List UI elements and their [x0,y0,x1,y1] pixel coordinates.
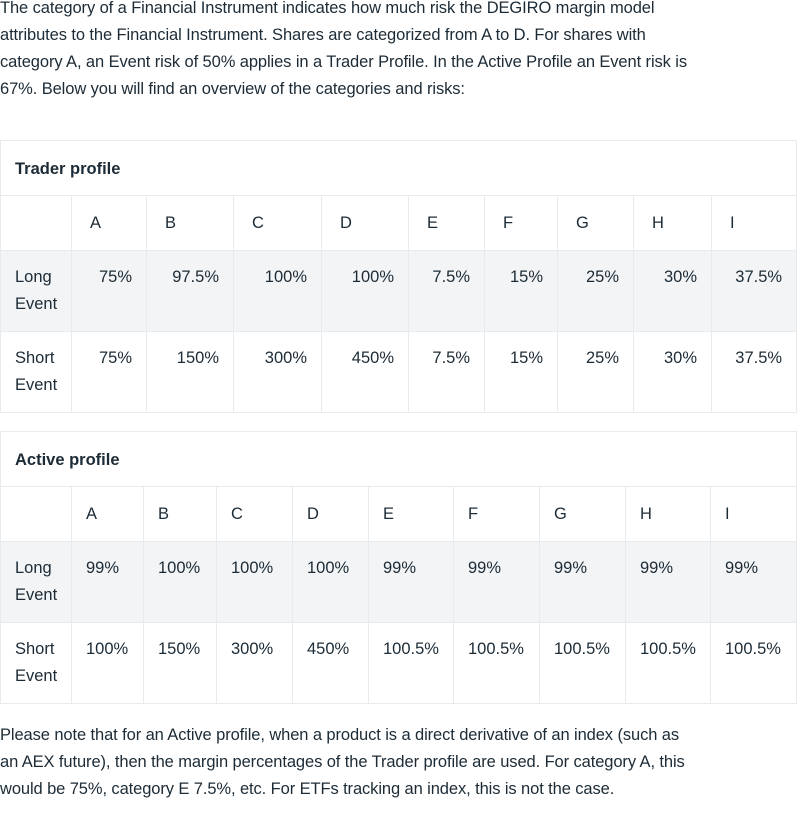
active-profile-table [0,431,797,704]
risk-value: 100.5% [711,623,797,704]
risk-value: 25% [558,332,634,413]
risk-value: 99% [72,542,144,623]
risk-value: 100% [234,251,322,332]
table-row [1,542,797,623]
risk-value: 30% [634,251,712,332]
risk-value: 25% [558,251,634,332]
trader-profile-table [0,140,797,413]
risk-value: 450% [322,332,409,413]
note-paragraph: Please note that for an Active profile, when a product is a direct derivative of an index (such as an AEX future), then the margin percentages of the Trader profile are used. For category A, this would be 75%, category E 7.5%, etc. For ETFs tracking an index, this is not the case. [0,726,685,798]
risk-value: 7.5% [409,251,485,332]
category-header: A [72,196,147,251]
risk-value: 300% [217,623,293,704]
category-header: A [72,487,144,542]
category-header: G [540,487,626,542]
category-header: C [234,196,322,251]
category-header: F [454,487,540,542]
category-header: C [217,487,293,542]
risk-value: 450% [293,623,369,704]
trader-profile-title: Trader profile [1,141,797,196]
risk-value: 300% [234,332,322,413]
category-header: B [144,487,217,542]
risk-value: 100% [217,542,293,623]
table-row [1,332,797,413]
category-header: H [626,487,711,542]
risk-value: 30% [634,332,712,413]
risk-value: 97.5% [147,251,234,332]
risk-value: 99% [454,542,540,623]
risk-value: 7.5% [409,332,485,413]
risk-value: 75% [72,251,147,332]
risk-value: 100% [144,542,217,623]
row-label: Short Event [1,332,72,413]
risk-value: 75% [72,332,147,413]
category-header: G [558,196,634,251]
risk-value: 100% [293,542,369,623]
risk-value: 99% [626,542,711,623]
risk-value: 15% [485,251,558,332]
active-profile-title: Active profile [1,432,797,487]
risk-value: 100.5% [369,623,454,704]
risk-value: 100.5% [454,623,540,704]
row-label: Short Event [1,623,72,704]
table-corner-cell [1,196,72,251]
trader-header-row [1,196,797,251]
table-corner-cell [1,487,72,542]
category-header: I [712,196,797,251]
table-row [1,623,797,704]
category-header: F [485,196,558,251]
risk-value: 100.5% [626,623,711,704]
risk-value: 99% [711,542,797,623]
risk-value: 99% [369,542,454,623]
category-header: I [711,487,797,542]
category-header: E [369,487,454,542]
active-header-row [1,487,797,542]
row-label: Long Event [1,542,72,623]
category-header: D [322,196,409,251]
category-header: D [293,487,369,542]
category-header: H [634,196,712,251]
risk-value: 99% [540,542,626,623]
risk-value: 100% [322,251,409,332]
row-label: Long Event [1,251,72,332]
risk-value: 15% [485,332,558,413]
risk-value: 100% [72,623,144,704]
risk-value: 37.5% [712,251,797,332]
risk-value: 37.5% [712,332,797,413]
risk-value: 150% [147,332,234,413]
table-row [1,251,797,332]
intro-paragraph: The category of a Financial Instrument indicates how much risk the DEGIRO margin model attributes to the Financial Instrument. Shares are categorized from A to D. For shares with category A, an Event risk of 50% applies in a Trader Profile. In the Active Profile an Event risk is 67%. Below you will find an overview of the categories and risks: [0,0,688,98]
category-header: B [147,196,234,251]
risk-value: 150% [144,623,217,704]
risk-value: 100.5% [540,623,626,704]
category-header: E [409,196,485,251]
